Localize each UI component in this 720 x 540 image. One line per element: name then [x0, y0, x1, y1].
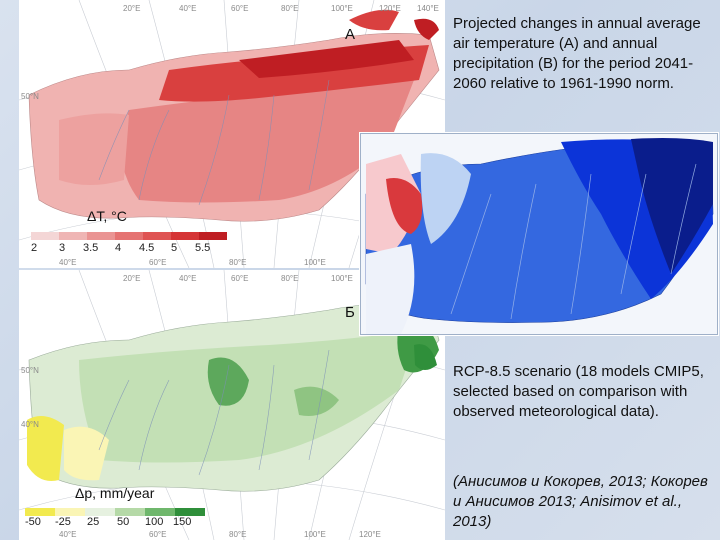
- top-tick: 80°E: [281, 4, 299, 13]
- precipitation-legend: [25, 508, 205, 516]
- bottom-tick: 60°E: [149, 530, 167, 539]
- legend-value: 5.5: [195, 242, 211, 254]
- top-tick: 60°E: [231, 4, 249, 13]
- legend-value: 4: [115, 242, 122, 254]
- top-tick: 100°E: [331, 4, 353, 13]
- temperature-unit-label: ΔT, °C: [87, 208, 127, 224]
- legend-value: 25: [87, 516, 100, 528]
- legend-swatch: [199, 232, 227, 240]
- legend-swatch: [25, 508, 55, 516]
- bottom-tick: 80°E: [229, 258, 247, 267]
- panel-letter-b: Б: [345, 304, 355, 321]
- references: (Анисимов и Кокорев, 2013; Кокорев и Анисимов 2013; Anisimov et al., 2013): [453, 473, 708, 530]
- legend-value: 3: [59, 242, 66, 254]
- legend-value: -50: [25, 516, 41, 528]
- legend-value: 2: [31, 242, 38, 254]
- scenario-description: RCP-8.5 scenario (18 models CMIP5, selected based on comparison with observed meteorological data).: [453, 363, 704, 420]
- top-tick: 20°E: [123, 274, 141, 283]
- lat-tick: 40°N: [21, 420, 39, 429]
- inset-map-graphic: [361, 134, 717, 334]
- lat-tick: 50°N: [21, 92, 39, 101]
- panel-letter-a: A: [345, 26, 356, 43]
- legend-swatch: [115, 508, 145, 516]
- legend-swatch: [171, 232, 199, 240]
- legend-swatch: [85, 508, 115, 516]
- top-tick: 80°E: [281, 274, 299, 283]
- top-tick: 100°E: [331, 274, 353, 283]
- legend-value: -25: [55, 516, 71, 528]
- legend-value: 3.5: [83, 242, 99, 254]
- precipitation-legend-labels: [25, 516, 225, 530]
- legend-swatch: [87, 232, 115, 240]
- bottom-tick: 120°E: [359, 530, 381, 539]
- bottom-tick: 100°E: [304, 530, 326, 539]
- legend-swatch: [143, 232, 171, 240]
- bottom-tick: 60°E: [149, 258, 167, 267]
- legend-value: 100: [145, 516, 164, 528]
- legend-swatch: [59, 232, 87, 240]
- legend-swatch: [31, 232, 59, 240]
- top-tick: 120°E: [379, 4, 401, 13]
- bottom-tick: 100°E: [304, 258, 326, 267]
- legend-swatch: [145, 508, 175, 516]
- legend-swatch: [115, 232, 143, 240]
- top-tick: 40°E: [179, 274, 197, 283]
- lat-tick: 50°N: [21, 366, 39, 375]
- figure-title: Projected changes in annual average air temperature (A) and annual precipitation (B) for the period 2041-2060 relative to 1961-1990 norm.: [453, 15, 701, 92]
- temperature-legend: [31, 232, 227, 240]
- temperature-legend-labels: [31, 242, 231, 256]
- top-tick: 60°E: [231, 274, 249, 283]
- legend-value: 5: [171, 242, 178, 254]
- legend-value: 50: [117, 516, 130, 528]
- top-tick: 20°E: [123, 4, 141, 13]
- top-tick: 140°E: [417, 4, 439, 13]
- inset-map-panel: [360, 133, 718, 335]
- bottom-tick: 80°E: [229, 530, 247, 539]
- legend-swatch: [55, 508, 85, 516]
- legend-value: 4.5: [139, 242, 155, 254]
- bottom-tick: 40°E: [59, 258, 77, 267]
- precipitation-unit-label: Δp, mm/year: [75, 485, 155, 501]
- bottom-tick: 40°E: [59, 530, 77, 539]
- top-tick: 40°E: [179, 4, 197, 13]
- legend-swatch: [175, 508, 205, 516]
- legend-value: 150: [173, 516, 192, 528]
